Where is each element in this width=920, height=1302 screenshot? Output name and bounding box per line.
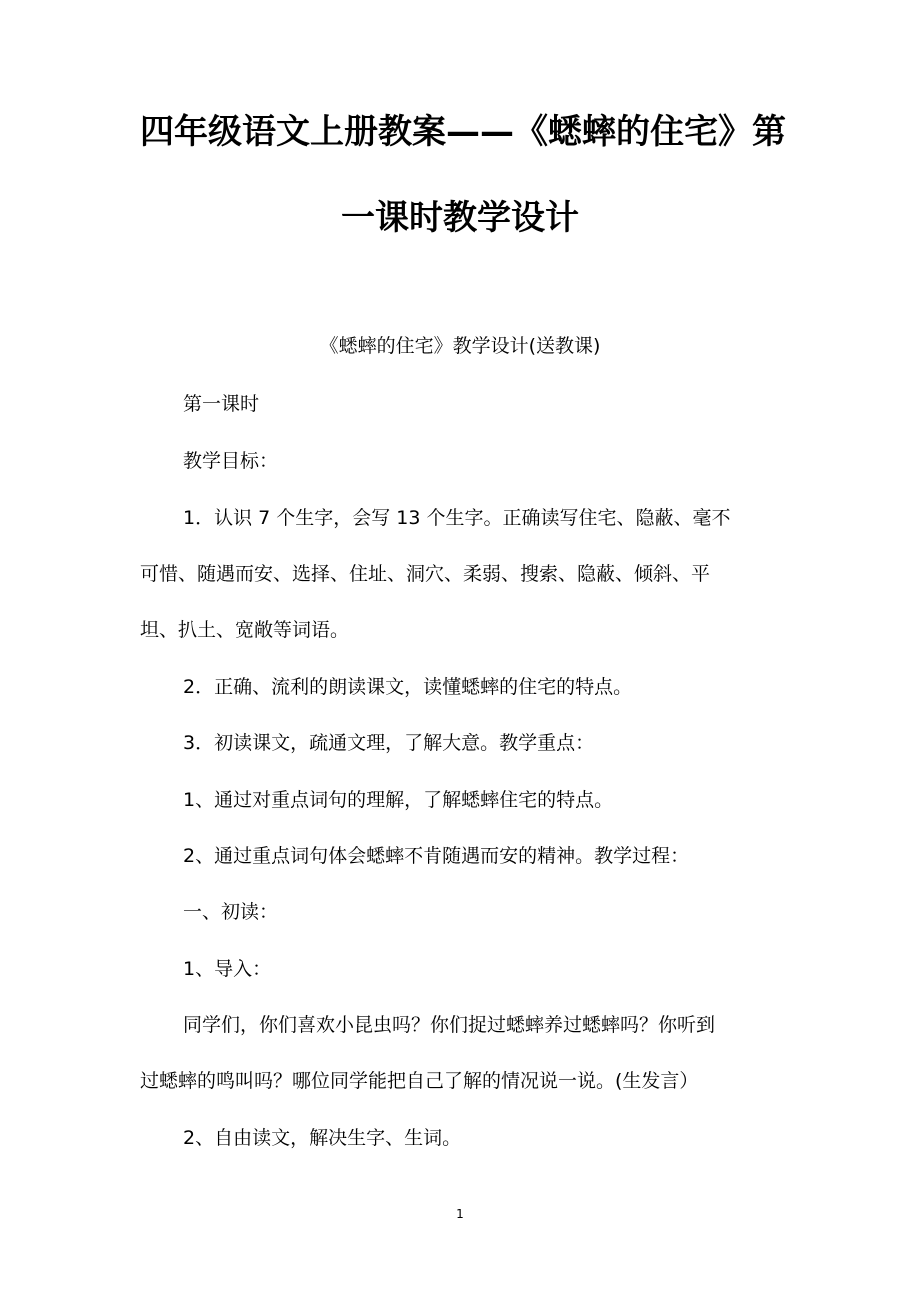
paragraph-objective-1-line-1: 1．认识 7 个生字，会写 13 个生字。正确读写住宅、隐蔽、毫不 <box>183 507 731 529</box>
paragraph-objective-1-line-3: 坦、扒土、宽敞等词语。 <box>140 619 350 641</box>
paragraph-key-point-2: 2、通过重点词句体会蟋蟀不肯随遇而安的精神。教学过程： <box>183 845 690 867</box>
paragraph-introduction-line-2: 过蟋蟀的鸣叫吗？哪位同学能把自己了解的情况说一说。(生发言） <box>140 1070 699 1092</box>
paragraph-objective-2: 2．正确、流利的朗读课文，读懂蟋蟀的住宅的特点。 <box>183 676 633 698</box>
paragraph-lesson-label: 第一课时 <box>183 393 260 415</box>
paragraph-introduction-heading: 1、导入： <box>183 958 272 980</box>
paragraph-objective-1-line-2: 可惜、随遇而安、选择、住址、洞穴、柔弱、搜索、隐蔽、倾斜、平 <box>140 563 711 585</box>
page-number: 1 <box>456 1207 464 1221</box>
document-title-line-1: 四年级语文上册教案——《蟋蟀的住宅》第 <box>140 112 786 152</box>
paragraph-objectives-heading: 教学目标： <box>183 450 279 472</box>
paragraph-free-reading: 2、自由读文，解决生字、生词。 <box>183 1127 462 1149</box>
paragraph-objective-3: 3．初读课文，疏通文理，了解大意。教学重点： <box>183 732 595 754</box>
paragraph-section-reading: 一、初读： <box>183 901 279 923</box>
section-subtitle: 《蟋蟀的住宅》教学设计(送教课) <box>319 335 601 357</box>
paragraph-introduction-line-1: 同学们，你们喜欢小昆虫吗？你们捉过蟋蟀养过蟋蟀吗？你听到 <box>183 1014 716 1036</box>
paragraph-key-point-1: 1、通过对重点词句的理解，了解蟋蟀住宅的特点。 <box>183 789 614 811</box>
document-title-line-2: 一课时教学设计 <box>341 198 579 238</box>
